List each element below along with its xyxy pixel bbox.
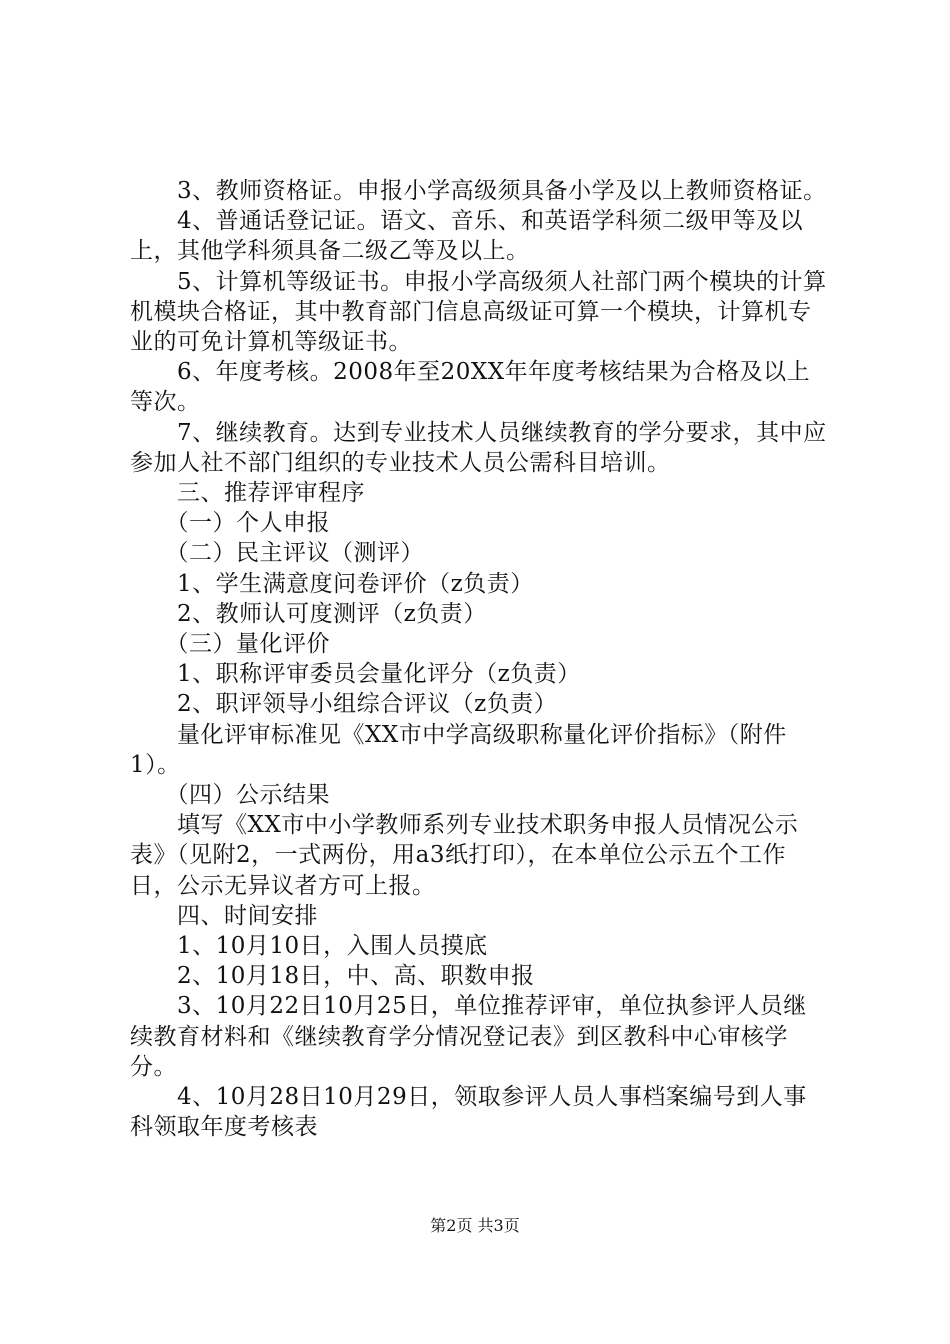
subheading-publicity-results: （四）公示结果 [130,782,330,809]
paragraph-evaluation-standard: 量化评审标准见《XX市中学高级职称量化评价指标》（附件1）。 [130,721,787,778]
item-leadership-review: 2、职评领导小组综合评议（z负责） [130,691,558,718]
schedule-item-3: 3、10月22日10月25日，单位推荐评审，单位执参评人员继续教育材料和《继续教育学分情况登记表》到区教科中心审核学分。 [130,993,807,1080]
item-teacher-recognition: 2、教师认可度测评（z负责） [130,600,487,627]
subheading-personal-application: （一）个人申报 [130,510,330,537]
paragraph-publicity-form: 填写《XX市中小学教师系列专业技术职务申报人员情况公示表》（见附2，一式两份，用a3纸打印），在本单位公示五个工作日，公示无异议者方可上报。 [130,812,799,899]
subheading-quantitative-evaluation: （三）量化评价 [130,631,330,658]
paragraph-qualification-teacher-cert: 3、教师资格证。申报小学高级须具备小学及以上教师资格证。 [130,178,827,204]
section-heading-schedule: 四、时间安排 [130,902,318,929]
paragraph-qualification-mandarin-cert: 4、普通话登记证。语文、音乐、和英语学科须二级甲等及以上，其他学科须具备二级乙等及以上。 [130,208,804,265]
page-number-footer: 第2页 共3页 [430,1216,520,1235]
document-body [130,176,830,1143]
schedule-item-4: 4、10月28日10月29日，领取参评人员人事档案编号到人事科领取年度考核表 [130,1084,807,1141]
item-committee-scoring: 1、职称评审委员会量化评分（z负责） [130,661,581,688]
item-student-survey: 1、学生满意度问卷评价（z负责） [130,570,534,597]
schedule-item-2: 2、10月18日，中、高、职数申报 [130,963,535,990]
schedule-item-1: 1、10月10日，入围人员摸底 [130,933,488,960]
subheading-democratic-review: （二）民主评议（测评） [130,540,424,567]
paragraph-qualification-continuing-education: 7、继续教育。达到专业技术人员继续教育的学分要求，其中应参加人社不部门组织的专业技术人员公需科目培训。 [130,419,827,476]
paragraph-qualification-annual-review: 6、年度考核。2008年至20XX年年度考核结果为合格及以上等次。 [130,359,811,416]
paragraph-qualification-computer-cert: 5、计算机等级证书。申报小学高级须人社部门两个模块的计算机模块合格证，其中教育部门信息高级证可算一个模块，计算机专业的可免计算机等级证书。 [130,268,827,356]
section-heading-review-procedure: 三、推荐评审程序 [130,480,365,507]
